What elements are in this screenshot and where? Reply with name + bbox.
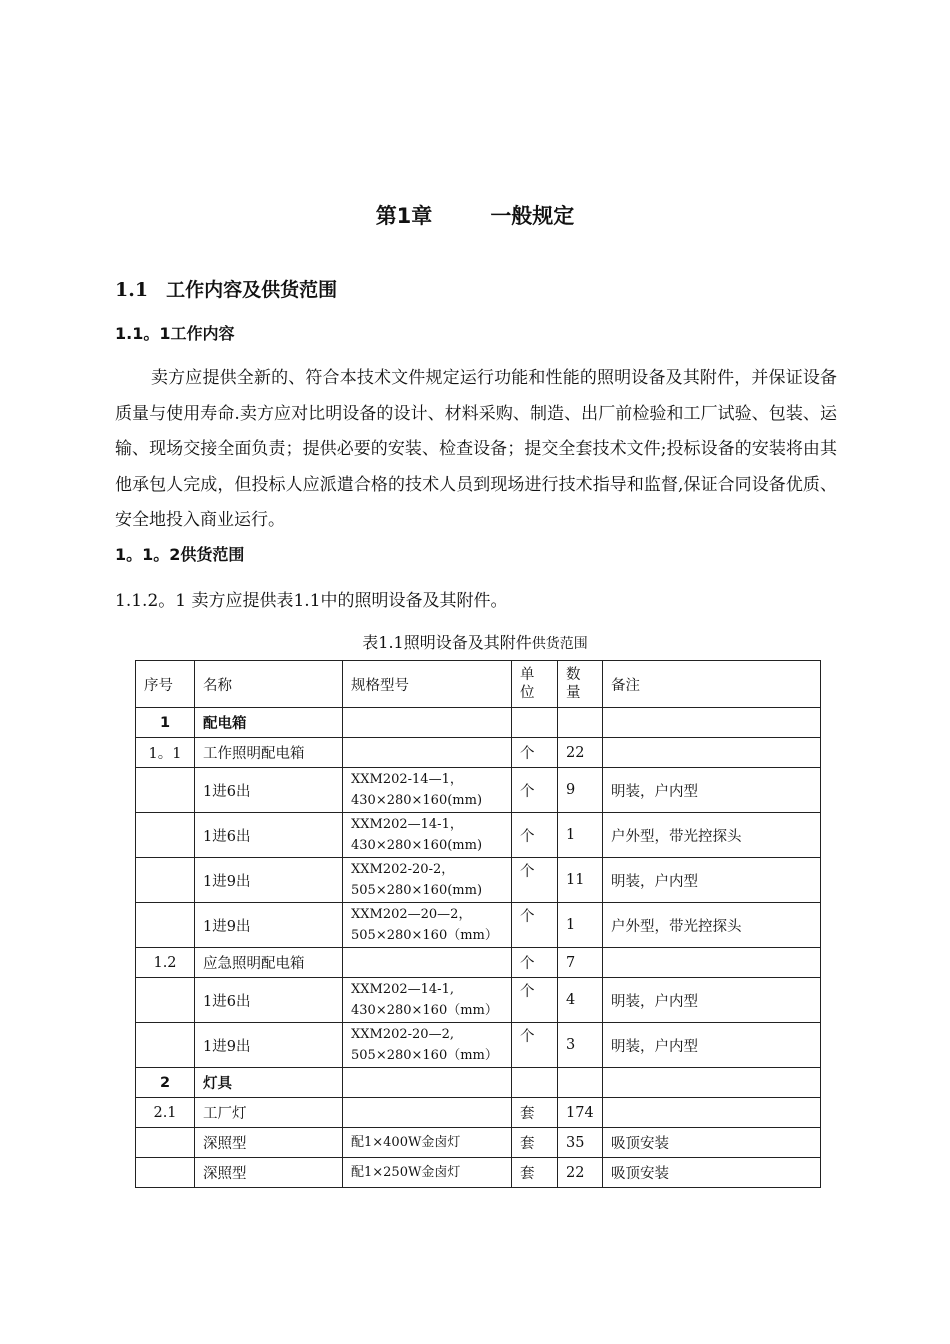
table-row bbox=[136, 1023, 821, 1068]
cell-unit bbox=[512, 708, 558, 738]
cell-qty: 3 bbox=[558, 1023, 603, 1068]
spec-line-dimensions: 505×280×160(mm) bbox=[351, 883, 483, 898]
cell-spec bbox=[343, 978, 512, 1023]
cell-qty bbox=[558, 708, 603, 738]
cell-note: 明装，户内型 bbox=[603, 978, 821, 1023]
table-body bbox=[136, 708, 821, 1188]
cell-no bbox=[136, 858, 195, 903]
cell-no bbox=[136, 1023, 195, 1068]
cell-name: 工厂灯 bbox=[195, 1098, 343, 1128]
cell-unit bbox=[512, 1068, 558, 1098]
header-no: 序号 bbox=[136, 661, 195, 708]
table-header-row bbox=[136, 661, 821, 708]
cell-spec bbox=[343, 1068, 512, 1098]
cell-note bbox=[603, 1068, 821, 1098]
cell-name: 深照型 bbox=[195, 1158, 343, 1188]
cell-unit: 个 bbox=[512, 1023, 558, 1068]
table-row bbox=[136, 978, 821, 1023]
cell-no bbox=[136, 768, 195, 813]
table-row bbox=[136, 1128, 821, 1158]
cell-no: 1。1 bbox=[136, 738, 195, 768]
cell-spec bbox=[343, 1098, 512, 1128]
cell-name: 1进9出 bbox=[195, 903, 343, 948]
cell-no: 2.1 bbox=[136, 1098, 195, 1128]
cell-note: 明装，户内型 bbox=[603, 858, 821, 903]
cell-qty: 35 bbox=[558, 1128, 603, 1158]
body-paragraph: 卖方应提供全新的、符合本技术文件规定运行功能和性能的照明设备及其附件，并保证设备质量与使用寿命.卖方应对比明设备的设计、材料采购、制造、出厂前检验和工厂试验、包装、运输、现场交接全面负责；提供必要的安装、检查设备；提交全套技术文件;投标设备的安装将由其他承包人完成，但投标人应派遣合格的技术人员到现场进行技术指导和监督,保证合同设备优质、安全地投入商业运行。 bbox=[115, 368, 837, 531]
spec-line-model: XXM202—14-1, bbox=[351, 982, 454, 997]
subsection-heading-work-content: 1.1。1工作内容 bbox=[115, 324, 235, 343]
header-name: 名称 bbox=[195, 661, 343, 708]
cell-name: 1进6出 bbox=[195, 768, 343, 813]
cell-note: 户外型，带光控探头 bbox=[603, 813, 821, 858]
spec-line-model: 配1×250W金卤灯 bbox=[351, 1165, 461, 1180]
cell-note bbox=[603, 708, 821, 738]
table-row bbox=[136, 708, 821, 738]
spec-line-dimensions: 430×280×160(mm) bbox=[351, 838, 483, 853]
cell-spec bbox=[343, 813, 512, 858]
spec-line-dimensions: 430×280×160（mm） bbox=[351, 1003, 498, 1018]
cell-name: 应急照明配电箱 bbox=[195, 948, 343, 978]
spec-line-model: XXM202—14-1， bbox=[351, 817, 463, 832]
table-row bbox=[136, 858, 821, 903]
cell-unit: 套 bbox=[512, 1098, 558, 1128]
cell-qty: 22 bbox=[558, 738, 603, 768]
cell-qty: 11 bbox=[558, 858, 603, 903]
cell-no: 1 bbox=[136, 708, 195, 738]
header-qty-line2: 量 bbox=[566, 685, 581, 701]
table-caption-main: 表1.1照明设备及其附件 bbox=[362, 633, 532, 652]
cell-spec bbox=[343, 768, 512, 813]
section-title: 工作内容及供货范围 bbox=[166, 279, 338, 301]
header-unit-line1: 单 bbox=[520, 667, 535, 683]
table-row bbox=[136, 1158, 821, 1188]
cell-note: 户外型，带光控探头 bbox=[603, 903, 821, 948]
cell-spec bbox=[343, 948, 512, 978]
cell-note bbox=[603, 1098, 821, 1128]
chapter-heading bbox=[0, 200, 950, 230]
table-row bbox=[136, 813, 821, 858]
cell-unit: 个 bbox=[512, 948, 558, 978]
table-row bbox=[136, 1098, 821, 1128]
cell-qty: 7 bbox=[558, 948, 603, 978]
cell-no: 2 bbox=[136, 1068, 195, 1098]
cell-unit: 个 bbox=[512, 813, 558, 858]
cell-qty bbox=[558, 1068, 603, 1098]
table-row bbox=[136, 738, 821, 768]
table-row bbox=[136, 768, 821, 813]
section-heading bbox=[115, 275, 337, 302]
cell-qty: 174 bbox=[558, 1098, 603, 1128]
cell-no bbox=[136, 903, 195, 948]
cell-spec bbox=[343, 1023, 512, 1068]
cell-name: 1进6出 bbox=[195, 813, 343, 858]
section-number: 1.1 bbox=[115, 279, 149, 301]
cell-spec bbox=[343, 858, 512, 903]
header-unit-line2: 位 bbox=[520, 685, 535, 701]
spec-line-model: XXM202—20—2， bbox=[351, 907, 472, 922]
cell-name: 1进9出 bbox=[195, 1023, 343, 1068]
cell-no bbox=[136, 978, 195, 1023]
cell-name: 灯具 bbox=[195, 1068, 343, 1098]
cell-spec bbox=[343, 738, 512, 768]
spec-line-dimensions: 505×280×160（mm） bbox=[351, 1048, 498, 1063]
spec-line-dimensions: 505×280×160（mm） bbox=[351, 928, 498, 943]
header-note: 备注 bbox=[603, 661, 821, 708]
header-spec: 规格型号 bbox=[343, 661, 512, 708]
cell-no bbox=[136, 1128, 195, 1158]
cell-note: 吸顶安装 bbox=[603, 1128, 821, 1158]
cell-no: 1.2 bbox=[136, 948, 195, 978]
cell-qty: 1 bbox=[558, 903, 603, 948]
cell-note bbox=[603, 738, 821, 768]
header-unit bbox=[512, 661, 558, 708]
table-row bbox=[136, 903, 821, 948]
table-caption-small: 供货范围 bbox=[531, 636, 588, 652]
header-qty bbox=[558, 661, 603, 708]
cell-no bbox=[136, 1158, 195, 1188]
cell-unit: 套 bbox=[512, 1128, 558, 1158]
table-row bbox=[136, 1068, 821, 1098]
cell-qty: 9 bbox=[558, 768, 603, 813]
clause-text: 1.1.2。1 卖方应提供表1.1中的照明设备及其附件。 bbox=[115, 591, 508, 611]
cell-unit: 个 bbox=[512, 903, 558, 948]
cell-unit: 个 bbox=[512, 738, 558, 768]
cell-name: 1进6出 bbox=[195, 978, 343, 1023]
header-qty-line1: 数 bbox=[566, 667, 581, 683]
chapter-title: 一般规定 bbox=[490, 204, 575, 228]
cell-unit: 个 bbox=[512, 858, 558, 903]
cell-spec bbox=[343, 903, 512, 948]
cell-name: 1进9出 bbox=[195, 858, 343, 903]
cell-qty: 4 bbox=[558, 978, 603, 1023]
cell-unit: 个 bbox=[512, 768, 558, 813]
cell-name: 配电箱 bbox=[195, 708, 343, 738]
cell-unit: 套 bbox=[512, 1158, 558, 1188]
cell-spec bbox=[343, 1128, 512, 1158]
cell-name: 工作照明配电箱 bbox=[195, 738, 343, 768]
spec-line-dimensions: 430×280×160(mm) bbox=[351, 793, 483, 808]
spec-line-model: XXM202-20—2, bbox=[351, 1027, 454, 1042]
cell-note: 明装，户内型 bbox=[603, 1023, 821, 1068]
cell-name: 深照型 bbox=[195, 1128, 343, 1158]
chapter-number: 第1章 bbox=[375, 204, 433, 228]
cell-spec bbox=[343, 708, 512, 738]
cell-unit: 个 bbox=[512, 978, 558, 1023]
spec-line-model: XXM202-14—1， bbox=[351, 772, 463, 787]
subsection-heading-supply-scope: 1。1。2供货范围 bbox=[115, 545, 245, 564]
cell-qty: 1 bbox=[558, 813, 603, 858]
cell-note bbox=[603, 948, 821, 978]
cell-spec bbox=[343, 1158, 512, 1188]
cell-note: 明装，户内型 bbox=[603, 768, 821, 813]
table-row bbox=[136, 948, 821, 978]
cell-note: 吸顶安装 bbox=[603, 1158, 821, 1188]
cell-qty: 22 bbox=[558, 1158, 603, 1188]
spec-line-model: XXM202-20-2， bbox=[351, 862, 455, 877]
cell-no bbox=[136, 813, 195, 858]
equipment-table bbox=[135, 660, 821, 1188]
table-caption bbox=[0, 630, 950, 653]
spec-line-model: 配1×400W金卤灯 bbox=[351, 1135, 461, 1150]
